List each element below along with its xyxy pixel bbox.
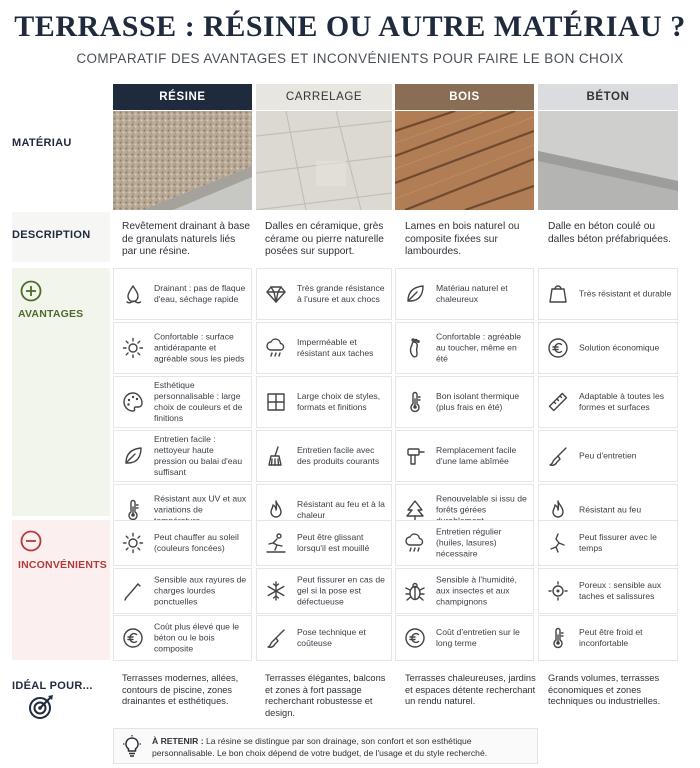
row-label-avantages: AVANTAGES — [18, 308, 84, 320]
ideal-resine: Terrasses modernes, allées, contours de piscine, zones drainantes et esthétiques. — [122, 673, 239, 706]
palette-icon — [122, 391, 144, 413]
page-subtitle: COMPARATIF DES AVANTAGES ET INCONVÉNIENTS POUR FAIRE LE BON CHOIX — [76, 51, 624, 66]
scratch-icon — [122, 580, 144, 602]
page-title: TERRASSE : RÉSINE OU AUTRE MATÉRIAU ? — [14, 10, 686, 43]
material-image-resine — [113, 111, 252, 210]
retenir-label: À RETENIR : — [152, 736, 204, 746]
advantage-cell-beton-4 — [538, 430, 678, 482]
plus-circle-icon — [20, 280, 42, 302]
row-label-inconvenients: INCONVÉNIENTS — [18, 559, 107, 571]
advantage-text: Entretien facile : nettoyeur haute pression ou balai d'eau suffisant — [154, 434, 243, 477]
avantages-band — [12, 268, 110, 516]
advantage-text: Bon isolant thermique (plus frais en été) — [436, 391, 520, 412]
drill-icon — [404, 445, 426, 467]
euro-icon — [122, 627, 144, 649]
advantage-text: Matériau naturel et chaleureux — [436, 283, 508, 304]
advantage-cell-resine-4 — [113, 430, 252, 482]
weight-icon — [547, 283, 569, 305]
disadvantage-cell-resine-2 — [113, 568, 252, 614]
advantage-text: Très grande résistance à l'usure et aux chocs — [297, 283, 385, 304]
rain-icon — [404, 532, 426, 554]
ruler-icon — [547, 391, 569, 413]
disadvantage-text: Pose technique et coûteuse — [297, 627, 366, 648]
foot-icon — [404, 337, 426, 359]
advantage-text: Entretien facile avec des produits courants — [297, 445, 380, 466]
ideal-bois: Terrasses chaleureuses, jardins et espaces détente recherchant un rendu naturel. — [405, 673, 536, 706]
disadvantage-cell-resine-1 — [113, 520, 252, 566]
leaf-icon — [404, 283, 426, 305]
description-beton: Dalle en béton coulé ou dalles béton préfabriquées. — [548, 221, 671, 245]
advantage-text: Renouvelable si issu de forêts gérées — [436, 493, 527, 515]
thermometer-icon — [404, 391, 426, 413]
column-header-resine: RÉSINE — [113, 84, 252, 110]
slip-icon — [265, 532, 287, 554]
disadvantage-text: Entretien régulier (huiles, lasures) nécessaire — [436, 526, 502, 559]
flame-icon — [547, 499, 569, 521]
description-bois: Lames en bois naturel ou composite fixées sur lambourdes. — [405, 221, 520, 257]
material-image-bois — [395, 111, 534, 210]
disadvantage-cell-beton-1 — [538, 520, 678, 566]
advantage-cell-resine-2 — [113, 322, 252, 374]
retenir-box — [113, 728, 538, 764]
disadvantage-cell-carrelage-2 — [256, 568, 392, 614]
disadvantage-cell-bois-3 — [395, 615, 534, 661]
thermometer-icon — [547, 627, 569, 649]
broom-icon — [265, 445, 287, 467]
column-header-bois: BOIS — [395, 84, 534, 110]
advantage-text: Adaptable à toutes les formes et surfaces — [579, 391, 665, 412]
snowflake-icon — [265, 580, 287, 602]
brush-icon — [265, 627, 287, 649]
advantage-cell-bois-2 — [395, 322, 534, 374]
disadvantage-text: Coût plus élevé que le béton ou le bois composite — [154, 621, 240, 654]
grid-icon — [265, 391, 287, 413]
advantage-text: Résistant au feu — [579, 504, 642, 515]
disadvantage-text: Peut fissurer en cas de gel si la pose est défectueuse — [297, 574, 385, 606]
advantage-cell-resine-1 — [113, 268, 252, 320]
disadvantage-text: Poreux : sensible aux taches et salissures — [579, 579, 662, 601]
stain-icon — [547, 580, 569, 602]
retenir-text — [152, 736, 533, 759]
disadvantage-cell-beton-3 — [538, 615, 678, 661]
advantage-text: Solution économique — [579, 342, 660, 353]
sun-icon — [122, 337, 144, 359]
advantage-text: Drainant : pas de flaque d'eau, séchage rapide — [154, 283, 246, 304]
lightbulb-icon — [120, 735, 144, 759]
drop-icon — [122, 283, 144, 305]
disadvantage-text: Sensible à l'humidité, aux insectes et aux champignons — [436, 574, 517, 606]
diamond-icon — [265, 283, 287, 305]
row-label-ideal: IDÉAL POUR... — [12, 680, 93, 692]
sun-icon — [122, 532, 144, 554]
advantage-text: Peu d'entretien — [579, 450, 637, 461]
advantage-text: Remplacement facile d'une lame abîmée — [436, 445, 517, 466]
advantage-cell-beton-1 — [538, 268, 678, 320]
thermometer-icon — [122, 499, 144, 521]
advantage-text: Résistant aux UV et aux variations de — [154, 493, 247, 515]
advantage-cell-beton-2 — [538, 322, 678, 374]
disadvantage-text: Coût d'entretien sur le long terme — [436, 627, 520, 648]
disadvantage-text: Peut chauffer au soleil (couleurs foncées) — [154, 532, 239, 553]
disadvantage-cell-bois-1 — [395, 520, 534, 566]
disadvantage-text: Peut être glissant lorsqu'il est mouillé — [297, 532, 370, 553]
disadvantage-cell-carrelage-3 — [256, 615, 392, 661]
disadvantage-cell-bois-2 — [395, 568, 534, 614]
advantage-cell-bois-1 — [395, 268, 534, 320]
row-label-description: DESCRIPTION — [12, 229, 91, 241]
advantage-cell-carrelage-4 — [256, 430, 392, 482]
euro-icon — [547, 337, 569, 359]
brush-icon — [547, 445, 569, 467]
retenir-body: La résine se distingue par son drainage, son confort et son esthétique personnalisable. Le bon choix dépend de votre budget, de l'usage et du style recherché. — [152, 736, 488, 758]
advantage-text: Très résistant et durable — [579, 288, 672, 299]
column-header-carrelage: CARRELAGE — [256, 84, 392, 110]
flame-icon — [265, 499, 287, 521]
advantage-text: Esthétique personnalisable : large choix de couleurs et de finitions — [154, 380, 243, 423]
disadvantage-cell-beton-2 — [538, 568, 678, 614]
ideal-carrelage: Terrasses élégantes, balcons et zones à fort passage recherchant robustesse et design. — [265, 673, 386, 718]
tree-icon — [404, 499, 426, 521]
description-carrelage: Dalles en céramique, grès cérame ou pierre naturelle posées sur support. — [265, 221, 384, 257]
disadvantage-text: Sensible aux rayures de charges lourdes ponctuelles — [154, 574, 247, 606]
advantage-text: Large choix de styles, formats et finitions — [297, 391, 381, 412]
advantage-cell-carrelage-1 — [256, 268, 392, 320]
advantage-cell-carrelage-2 — [256, 322, 392, 374]
advantage-cell-bois-3 — [395, 376, 534, 428]
disadvantage-cell-carrelage-1 — [256, 520, 392, 566]
leaf-icon — [122, 445, 144, 467]
advantage-text: Résistant au feu et à la chaleur — [297, 499, 385, 520]
target-icon — [28, 694, 54, 720]
material-image-carrelage — [256, 111, 392, 210]
crack-icon — [547, 532, 569, 554]
advantage-text: Imperméable et résistant aux taches — [297, 337, 374, 358]
row-label-materiau: MATÉRIAU — [12, 137, 72, 149]
minus-circle-icon — [20, 530, 42, 552]
disadvantage-text: Peut fissurer avec le temps — [579, 532, 657, 553]
ideal-beton: Grands volumes, terrasses économiques et zones techniques ou industrielles. — [548, 673, 661, 706]
advantage-text: Confortable : surface antidérapante et agréable sous les pieds — [154, 331, 245, 364]
advantage-cell-carrelage-3 — [256, 376, 392, 428]
advantage-text: Confortable : agréable au toucher, même en été — [436, 331, 522, 364]
advantage-cell-beton-3 — [538, 376, 678, 428]
euro-icon — [404, 627, 426, 649]
material-image-beton — [538, 111, 678, 210]
advantage-cell-bois-4 — [395, 430, 534, 482]
column-header-beton: BÉTON — [538, 84, 678, 110]
description-resine: Revêtement drainant à base de granulats naturels liés par une résine. — [122, 221, 250, 257]
advantage-cell-resine-3 — [113, 376, 252, 428]
disadvantage-text: Peut être froid et inconfortable — [579, 627, 643, 648]
rain-icon — [265, 337, 287, 359]
disadvantage-cell-resine-3 — [113, 615, 252, 661]
bug-icon — [404, 580, 426, 602]
